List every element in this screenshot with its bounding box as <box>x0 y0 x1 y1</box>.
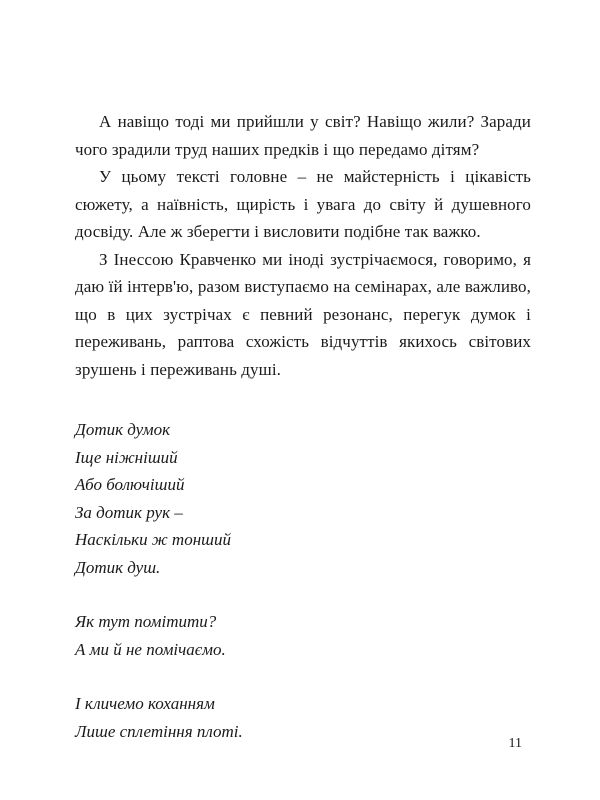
poem-line: Іще ніжніший <box>75 447 178 467</box>
poem-line: І кличемо коханням <box>75 694 215 713</box>
poem-line: А ми й не помічаємо. <box>75 639 226 659</box>
poem-line: Лише сплетіння плоті. <box>75 721 243 741</box>
body-paragraph: З Інессою Кравченко ми іноді зустрічаємося, говоримо, я даю їй інтерв'ю, разом виступаємо на семінарах, але важливо, що в цих зустрічах є певний резонанс, перегук думок і переживань, раптова схожість відчуттів якихось світових зрушень і переживань душі. <box>75 249 531 379</box>
poem-line: За дотик рук – <box>75 502 183 522</box>
poem <box>75 416 531 745</box>
body-paragraph: У цьому тексті головне – не майстерність і цікавість сюжету, а наївність, щирість і увага до світу й душевного досвіду. Але ж зберегти і висловити подібне так важко. <box>75 167 531 241</box>
poem-line: Як тут помітити? <box>75 612 217 631</box>
poem-stanza <box>75 608 531 663</box>
page-number: 11 <box>508 736 522 751</box>
poem-line: Наскільки ж тонший <box>75 530 231 549</box>
text-block <box>75 108 531 745</box>
poem-line: Або болючіший <box>75 475 185 494</box>
poem-line: Дотик думок <box>75 420 171 439</box>
poem-stanza <box>75 416 531 581</box>
body-paragraph: А навіщо тоді ми прийшли у світ? Навіщо жили? Заради чого зрадили труд наших предків і що передамо дітям? <box>75 112 531 159</box>
poem-line: Дотик душ. <box>75 557 161 577</box>
poem-stanza <box>75 690 531 745</box>
